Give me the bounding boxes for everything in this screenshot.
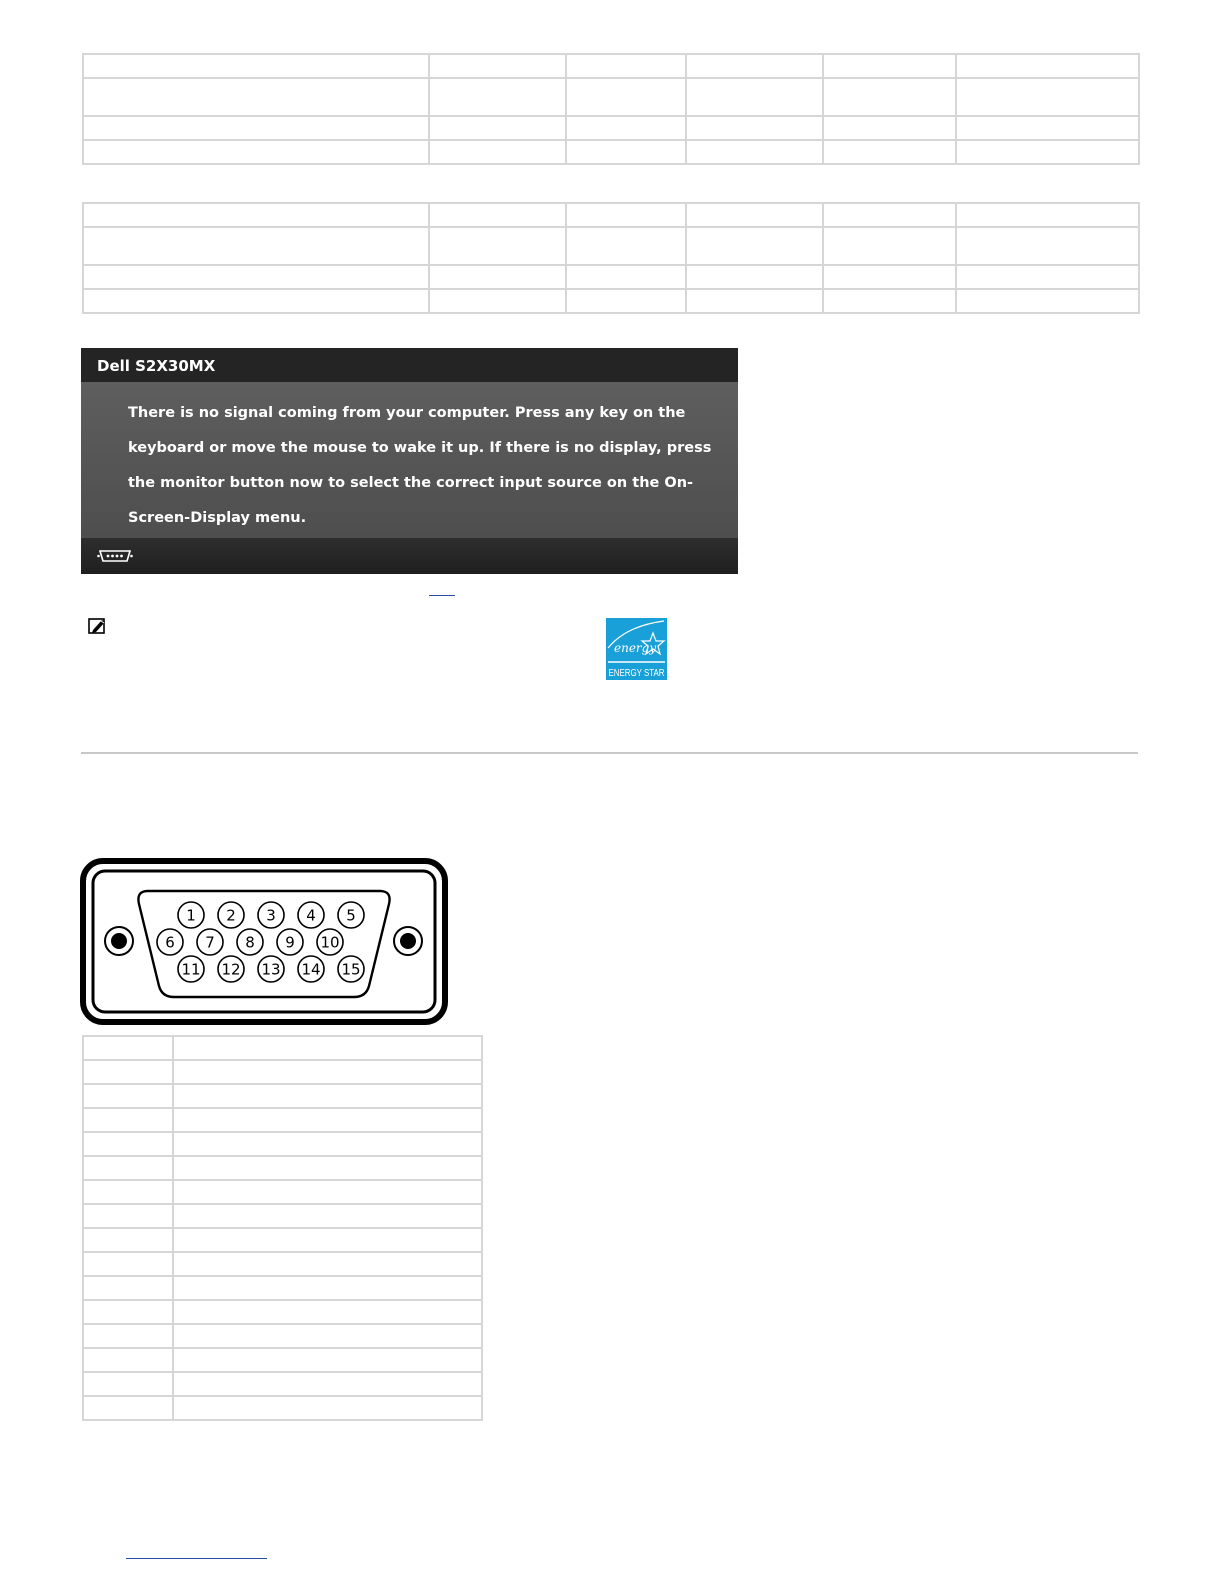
table-cell: [83, 1156, 173, 1180]
osd-footer: [81, 538, 738, 574]
table-row: [83, 203, 1139, 227]
table-cell: [83, 1276, 173, 1300]
table-cell: [173, 1204, 482, 1228]
table-cell: [83, 1372, 173, 1396]
pin-number: 13: [261, 960, 281, 979]
pin-number: 10: [320, 933, 340, 952]
table-row: [83, 1396, 482, 1420]
table-cell: [83, 1108, 173, 1132]
pin-number: 5: [346, 906, 356, 925]
osd-title: Dell S2X30MX: [97, 357, 216, 375]
table-cell: [173, 1132, 482, 1156]
table-cell: [83, 1036, 173, 1060]
table-cell: [173, 1084, 482, 1108]
table-row: [83, 289, 1139, 313]
table-row: [83, 1108, 482, 1132]
osd-body: [81, 382, 738, 538]
pin-number: 3: [266, 906, 276, 925]
table-row: [83, 116, 1139, 140]
pin-number: 7: [205, 933, 215, 952]
back-to-top-link[interactable]: [429, 595, 455, 596]
table-row: [83, 1252, 482, 1276]
pin-number: 14: [301, 960, 321, 979]
table-cell: [173, 1324, 482, 1348]
pin-number: 9: [285, 933, 295, 952]
table-row: [83, 1036, 482, 1060]
energy-star-logo: [606, 618, 667, 680]
table-row: [83, 227, 1139, 265]
table-cell: [173, 1372, 482, 1396]
table-cell: [83, 1060, 173, 1084]
table-row: [83, 1372, 482, 1396]
table-cell: [83, 1084, 173, 1108]
energy-star-label: ENERGY STAR: [608, 668, 665, 679]
table-cell: [83, 1396, 173, 1420]
pin-number: 6: [165, 933, 175, 952]
pin-number: 2: [226, 906, 236, 925]
table-row: [83, 78, 1139, 116]
osd-no-signal-dialog: [81, 348, 738, 574]
table-cell: [173, 1276, 482, 1300]
table-row: [83, 1180, 482, 1204]
table-cell: [173, 1300, 482, 1324]
table-row: [83, 54, 1139, 78]
dsub-connector-diagram: [80, 858, 448, 1025]
table-cell: [83, 1348, 173, 1372]
table-cell: [83, 1204, 173, 1228]
table-cell: [173, 1180, 482, 1204]
table-cell: [83, 1252, 173, 1276]
pin-number: 4: [306, 906, 316, 925]
table-cell: [83, 1132, 173, 1156]
pin-number: 12: [221, 960, 241, 979]
table-row: [83, 1300, 482, 1324]
table-cell: [173, 1108, 482, 1132]
pin-number: 8: [245, 933, 255, 952]
vga-connector-icon: [97, 549, 133, 563]
table-cell: [173, 1228, 482, 1252]
table-cell: [173, 1252, 482, 1276]
pin-number: 11: [181, 960, 201, 979]
table-cell: [173, 1036, 482, 1060]
table-row: [83, 140, 1139, 164]
osd-header: [81, 348, 738, 382]
section-divider: [81, 752, 1138, 754]
table-cell: [173, 1396, 482, 1420]
table-cell: [173, 1348, 482, 1372]
note-pencil-icon: [88, 617, 108, 635]
table-cell: [83, 1228, 173, 1252]
table-cell: [83, 1300, 173, 1324]
back-to-contents-link[interactable]: [126, 1558, 267, 1559]
osd-message: There is no signal coming from your computer. Press any key on the keyboard or move the mouse to wake it up. If there is no display, press the monitor button now to select the correct input source on the On-Screen-Display menu.: [128, 405, 712, 526]
table-row: [83, 1276, 482, 1300]
power-management-table-1: [82, 53, 1140, 165]
pin-number: 15: [341, 960, 361, 979]
table-row: [83, 1084, 482, 1108]
table-row: [83, 1228, 482, 1252]
table-row: [83, 1132, 482, 1156]
table-row: [83, 1156, 482, 1180]
power-management-table-2: [82, 202, 1140, 314]
table-cell: [173, 1156, 482, 1180]
table-cell: [83, 1324, 173, 1348]
table-row: [83, 1060, 482, 1084]
pin-number: 1: [186, 906, 196, 925]
table-row: [83, 1324, 482, 1348]
energy-script-text: energy: [614, 641, 657, 655]
pin-assignment-table: [82, 1035, 483, 1421]
table-row: [83, 1204, 482, 1228]
table-row: [83, 265, 1139, 289]
table-cell: [173, 1060, 482, 1084]
table-row: [83, 1348, 482, 1372]
table-cell: [83, 1180, 173, 1204]
